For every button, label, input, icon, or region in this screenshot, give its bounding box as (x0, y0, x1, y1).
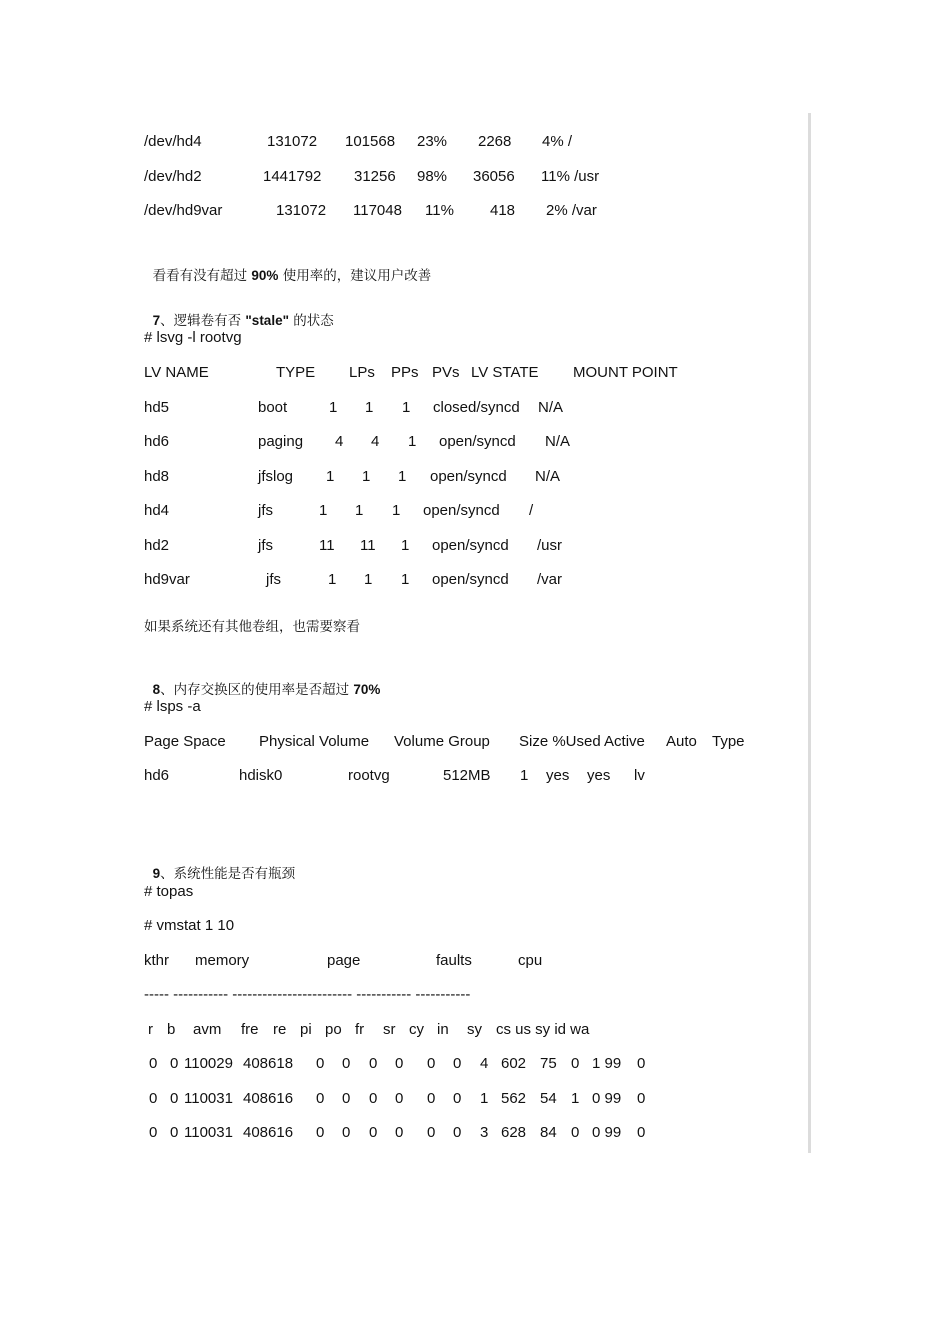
vm-avm: 110031 (184, 1124, 233, 1141)
lv-pvs: 1 (402, 399, 411, 416)
vm-po: 0 (369, 1055, 378, 1072)
section-9-heading (144, 847, 295, 883)
column-header: Volume Group (394, 733, 490, 750)
column-header: LV STATE (471, 364, 539, 381)
lv-pps: 11 (360, 537, 376, 554)
column-header: Size %Used Active (519, 733, 645, 750)
vm-wa: 0 (637, 1090, 646, 1107)
vm-fr: 0 (395, 1090, 404, 1107)
lv-state: open/syncd (432, 537, 509, 554)
vm-sy-id: 0 99 (592, 1090, 622, 1107)
vm-fre: 408618 (243, 1055, 294, 1072)
df-filesystem: /dev/hd4 (144, 133, 202, 150)
lv-mount: N/A (545, 433, 571, 450)
ps-type: lv (634, 767, 645, 784)
vm-r: 0 (149, 1124, 158, 1141)
df-used-pct: 23% (417, 133, 448, 150)
vm-sr: 0 (427, 1090, 436, 1107)
vm-fr: 0 (395, 1124, 404, 1141)
vm-po: 0 (369, 1124, 378, 1141)
column-header: TYPE (276, 364, 316, 381)
lv-lps: 1 (328, 571, 337, 588)
lv-pvs: 1 (398, 468, 407, 485)
usage-note-threshold: 90% (251, 268, 279, 283)
vm-sy: 628 (501, 1124, 527, 1141)
lv-name: hd4 (144, 502, 170, 519)
df-iused-pct-mount: 11% /usr (541, 168, 600, 185)
column-header: fre (241, 1021, 259, 1038)
lv-state: open/syncd (439, 433, 516, 450)
column-header: MOUNT POINT (573, 364, 678, 381)
lv-name: hd5 (144, 399, 170, 416)
column-group: page (327, 952, 361, 969)
lv-pps: 1 (365, 399, 374, 416)
lv-lps: 1 (329, 399, 338, 416)
section-number: 9 (152, 866, 161, 881)
df-free: 101568 (345, 133, 396, 150)
df-filesystem: /dev/hd9var (144, 202, 223, 219)
df-used-pct: 98% (417, 168, 448, 185)
section-7-text-post: 的状态 (288, 313, 334, 329)
section-number: 7 (152, 313, 161, 328)
df-used-pct: 11% (425, 202, 454, 219)
column-header: avm (193, 1021, 222, 1038)
vm-wa: 0 (637, 1124, 646, 1141)
column-header: Auto (666, 733, 697, 750)
lv-lps: 1 (319, 502, 328, 519)
df-iused-pct-mount: 4% / (542, 133, 573, 150)
column-header: cy (409, 1021, 424, 1038)
column-header: r (148, 1021, 153, 1038)
vm-cs: 84 (540, 1124, 557, 1141)
vm-cs: 75 (540, 1055, 557, 1072)
column-header: cs us sy id wa (496, 1021, 590, 1038)
vm-fr: 0 (395, 1055, 404, 1072)
vm-fre: 408616 (243, 1090, 294, 1107)
lv-mount: / (529, 502, 534, 519)
vm-in: 4 (480, 1055, 489, 1072)
vm-us: 1 (571, 1090, 580, 1107)
lv-lps: 4 (335, 433, 344, 450)
divider-dashes: ----- ----------- ------------------------ ----------- ----------- (144, 986, 471, 1003)
lv-state: open/syncd (423, 502, 500, 519)
volume-group-note: 如果系统还有其他卷组，也需要察看 (144, 619, 360, 635)
vm-cs: 54 (540, 1090, 557, 1107)
df-iused: 418 (490, 202, 516, 219)
column-header: pi (300, 1021, 312, 1038)
ps-volume-group: rootvg (348, 767, 390, 784)
column-group: cpu (518, 952, 543, 969)
column-header: PPs (391, 364, 419, 381)
vm-us: 0 (571, 1055, 580, 1072)
vm-pi: 0 (342, 1090, 351, 1107)
vm-b: 0 (170, 1124, 179, 1141)
column-header: in (437, 1021, 449, 1038)
vm-pi: 0 (342, 1124, 351, 1141)
df-filesystem: /dev/hd2 (144, 168, 202, 185)
section-9-text: 、系统性能是否有瓶颈 (160, 866, 296, 882)
vm-avm: 110029 (184, 1055, 233, 1072)
column-header: po (325, 1021, 342, 1038)
vm-b: 0 (170, 1055, 179, 1072)
column-header: sy (467, 1021, 482, 1038)
section-7-heading (144, 294, 334, 330)
vm-sy: 602 (501, 1055, 527, 1072)
column-header: LV NAME (144, 364, 209, 381)
column-header: re (273, 1021, 287, 1038)
page-edge-rule (808, 113, 811, 1153)
vm-sr: 0 (427, 1124, 436, 1141)
df-blocks: 131072 (276, 202, 327, 219)
column-group: kthr (144, 952, 170, 969)
df-blocks: 1441792 (263, 168, 322, 185)
lv-name: hd8 (144, 468, 170, 485)
vm-avm: 110031 (184, 1090, 233, 1107)
lv-name: hd2 (144, 537, 170, 554)
column-header: LPs (349, 364, 375, 381)
df-blocks: 131072 (267, 133, 318, 150)
command-lsvg: # lsvg -l rootvg (144, 329, 242, 346)
section-7-quoted: "stale" (245, 313, 289, 328)
vm-fre: 408616 (243, 1124, 294, 1141)
vm-r: 0 (149, 1055, 158, 1072)
column-header: Physical Volume (259, 733, 370, 750)
lv-state: open/syncd (432, 571, 509, 588)
column-header: sr (383, 1021, 396, 1038)
vm-cy: 0 (453, 1124, 462, 1141)
lv-pps: 1 (364, 571, 373, 588)
usage-note-pre: 看看有没有超过 (152, 268, 252, 284)
vm-re: 0 (316, 1124, 325, 1141)
lv-type: jfslog (258, 468, 294, 485)
lv-pps: 1 (355, 502, 364, 519)
df-iused-pct-mount: 2% /var (546, 202, 597, 219)
lv-name: hd9var (144, 571, 190, 588)
ps-name: hd6 (144, 767, 170, 784)
lv-pvs: 1 (408, 433, 417, 450)
lv-type: paging (258, 433, 304, 450)
usage-note-post: 使用率的，建议用户改善 (278, 268, 432, 284)
lv-pvs: 1 (401, 571, 410, 588)
command-vmstat: # vmstat 1 10 (144, 917, 235, 934)
lv-name: hd6 (144, 433, 170, 450)
lv-type: jfs (258, 537, 273, 554)
usage-note (144, 249, 431, 285)
ps-used: 1 (520, 767, 529, 784)
lv-pvs: 1 (392, 502, 401, 519)
section-8-heading (144, 663, 380, 699)
column-header: b (167, 1021, 176, 1038)
section-number: 8 (152, 682, 161, 697)
vm-wa: 0 (637, 1055, 646, 1072)
vm-re: 0 (316, 1055, 325, 1072)
lv-pps: 4 (371, 433, 380, 450)
lv-mount: /var (537, 571, 563, 588)
vm-sy-id: 1 99 (592, 1055, 622, 1072)
ps-auto: yes (587, 767, 611, 784)
section-8-text: 、内存交换区的使用率是否超过 (160, 682, 354, 698)
command-lsps: # lsps -a (144, 698, 201, 715)
section-8-threshold: 70% (353, 682, 381, 697)
column-header: PVs (432, 364, 460, 381)
lv-mount: N/A (535, 468, 561, 485)
lv-lps: 11 (319, 537, 335, 554)
lv-mount: N/A (538, 399, 564, 416)
vm-sr: 0 (427, 1055, 436, 1072)
df-iused: 2268 (478, 133, 512, 150)
vm-in: 1 (480, 1090, 489, 1107)
df-free: 31256 (354, 168, 396, 185)
vm-us: 0 (571, 1124, 580, 1141)
lv-type: boot (258, 399, 288, 416)
vm-r: 0 (149, 1090, 158, 1107)
section-7-text-pre: 、逻辑卷有否 (160, 313, 246, 329)
vm-in: 3 (480, 1124, 489, 1141)
lv-pps: 1 (362, 468, 371, 485)
lv-state: closed/syncd (433, 399, 520, 416)
vm-pi: 0 (342, 1055, 351, 1072)
lv-mount: /usr (537, 537, 563, 554)
ps-size: 512MB (443, 767, 491, 784)
vm-b: 0 (170, 1090, 179, 1107)
column-group: faults (436, 952, 472, 969)
df-free: 117048 (353, 202, 402, 219)
column-group: memory (195, 952, 250, 969)
lv-pvs: 1 (401, 537, 410, 554)
vm-sy: 562 (501, 1090, 527, 1107)
column-header: fr (355, 1021, 365, 1038)
command-topas: # topas (144, 883, 194, 900)
column-header: Type (712, 733, 745, 750)
ps-physical-volume: hdisk0 (239, 767, 283, 784)
vm-cy: 0 (453, 1090, 462, 1107)
lv-state: open/syncd (430, 468, 507, 485)
ps-active: yes (546, 767, 570, 784)
vm-cy: 0 (453, 1055, 462, 1072)
lv-type: jfs (266, 571, 281, 588)
df-iused: 36056 (473, 168, 515, 185)
vm-po: 0 (369, 1090, 378, 1107)
vm-re: 0 (316, 1090, 325, 1107)
vm-sy-id: 0 99 (592, 1124, 622, 1141)
lv-type: jfs (258, 502, 273, 519)
lv-lps: 1 (326, 468, 335, 485)
column-header: Page Space (144, 733, 226, 750)
